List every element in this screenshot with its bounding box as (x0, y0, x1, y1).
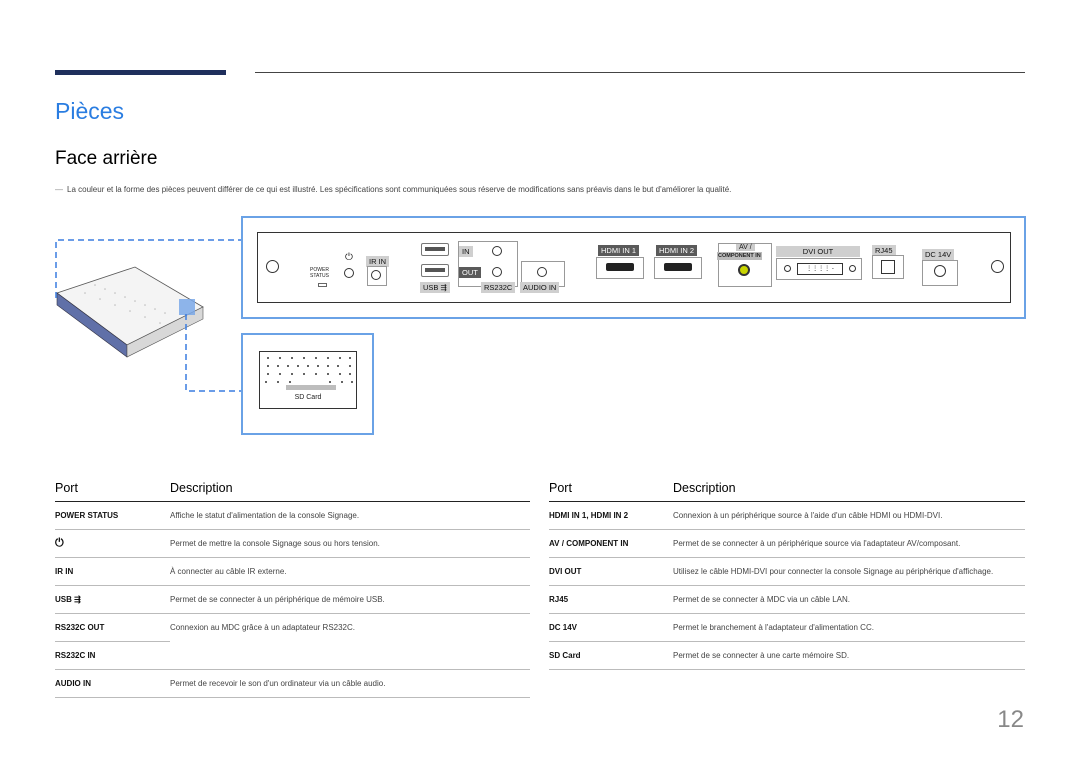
sd-card-panel (259, 351, 357, 409)
table-row (549, 586, 1025, 614)
usb-icon: ⇶ (74, 595, 81, 604)
mount-hole-right (991, 260, 1004, 273)
rj45-label: RJ45 (872, 245, 896, 256)
dc-14v-label: DC 14V (922, 249, 954, 260)
hdmi-in-1-port (596, 257, 644, 279)
port-cell: SD Card (549, 642, 673, 670)
audio-in-jack-icon (537, 267, 547, 277)
component-in-label: COMPONENT IN (718, 253, 761, 259)
port-cell: HDMI IN 1, HDMI IN 2 (549, 502, 673, 530)
table-row (55, 502, 530, 530)
table-row (549, 558, 1025, 586)
table-row (55, 558, 530, 586)
power-symbol-icon: ⏻ (55, 537, 64, 549)
ir-in-jack-icon (371, 270, 381, 280)
rear-panel-callout (241, 216, 1026, 319)
column-header-description: Description (673, 481, 1025, 502)
page-title: Pièces (55, 98, 125, 124)
port-cell: RJ45 (549, 586, 673, 614)
table-row (549, 502, 1025, 530)
usb-port-2 (421, 264, 449, 277)
description-cell: Affiche le statut d'alimentation de la console Signage. (170, 502, 530, 530)
table-row (55, 586, 530, 614)
table-header-row (55, 481, 530, 502)
dc-14v-jack-icon (934, 265, 946, 277)
description-cell: Permet de se connecter à un périphérique source via l'adaptateur AV/composant. (673, 530, 1025, 558)
table-row (549, 530, 1025, 558)
sd-card-label: SD Card (294, 394, 322, 401)
sd-card-callout (241, 333, 374, 435)
callout-connectors (0, 0, 260, 400)
port-cell: IR IN (55, 558, 170, 586)
power-symbol-icon: ⏻ (345, 252, 353, 263)
table-row (55, 614, 530, 642)
av-jack-icon (738, 264, 750, 276)
description-cell: Permet de se connecter à MDC via un câble LAN. (673, 586, 1025, 614)
ports-table-right (549, 481, 1025, 670)
mount-hole-left (266, 260, 279, 273)
power-status-label-line1: POWER (310, 267, 329, 273)
header-rule (255, 72, 1025, 73)
description-cell (170, 642, 530, 670)
usb-label-text: USB (423, 283, 439, 292)
port-name: USB (55, 595, 72, 604)
vent-holes-icon (260, 352, 356, 386)
rs232c-out-jack-icon (492, 267, 502, 277)
description-cell: À connecter au câble IR externe. (170, 558, 530, 586)
usb-label (420, 282, 450, 293)
table-row (549, 614, 1025, 642)
ir-in-label: IR IN (366, 256, 389, 267)
sd-card-slot (286, 385, 336, 390)
description-cell: Permet de se connecter à un périphérique de mémoire USB. (170, 586, 530, 614)
table-row (55, 530, 530, 558)
description-cell: Permet de recevoir le son d'un ordinateur via un câble audio. (170, 670, 530, 698)
table-row (55, 670, 530, 698)
ports-table-left (55, 481, 530, 698)
dvi-out-label: DVI OUT (776, 246, 860, 257)
page-number: 12 (997, 706, 1024, 733)
power-status-label-line2: STATUS (310, 273, 329, 279)
rs232c-out-label: OUT (459, 267, 481, 278)
column-header-description: Description (170, 481, 530, 502)
description-cell: Connexion à un périphérique source à l'aide d'un câble HDMI ou HDMI-DVI. (673, 502, 1025, 530)
column-header-port: Port (55, 481, 170, 502)
dvi-out-port: ⋮⋮⋮⋮ - (776, 258, 862, 280)
port-cell (55, 586, 170, 614)
power-status-label (310, 267, 329, 279)
port-cell: RS232C OUT (55, 614, 170, 642)
description-cell: Permet le branchement à l'adaptateur d'alimentation CC. (673, 614, 1025, 642)
section-title: Face arrière (55, 148, 158, 169)
power-led-icon (318, 283, 327, 287)
description-cell: Utilisez le câble HDMI-DVI pour connecter la console Signage au périphérique d'affichage. (673, 558, 1025, 586)
hdmi-in-2-port (654, 257, 702, 279)
column-header-port: Port (549, 481, 673, 502)
rs232c-in-jack-icon (492, 246, 502, 256)
av-label: AV / (736, 244, 755, 251)
rs232c-label: RS232C (481, 282, 515, 293)
hdmi-in-2-label: HDMI IN 2 (656, 245, 697, 256)
hdmi-in-1-label: HDMI IN 1 (598, 245, 639, 256)
rs232c-in-label: IN (459, 246, 473, 257)
table-row (55, 642, 530, 670)
description-cell: Connexion au MDC grâce à un adaptateur RS232C. (170, 623, 355, 632)
port-cell: POWER STATUS (55, 502, 170, 530)
port-cell (55, 530, 170, 558)
port-cell: DVI OUT (549, 558, 673, 586)
port-cell: DC 14V (549, 614, 673, 642)
rj45-port (872, 255, 904, 279)
audio-in-label: AUDIO IN (520, 282, 559, 293)
table-header-row (549, 481, 1025, 502)
rear-panel (257, 232, 1011, 303)
usb-icon: ⇶ (440, 283, 447, 292)
power-button[interactable] (344, 268, 354, 278)
note-dash-icon: — (55, 185, 63, 194)
note-text: La couleur et la forme des pièces peuvent différer de ce qui est illustré. Les spécifications sont communiquées sous réserve de modifications sans préavis dans le but d'améliorer la qualité. (67, 185, 732, 194)
port-cell: RS232C IN (55, 642, 170, 670)
port-cell: AUDIO IN (55, 670, 170, 698)
description-cell: Permet de se connecter à une carte mémoire SD. (673, 642, 1025, 670)
description-cell: Permet de mettre la console Signage sous ou hors tension. (170, 530, 530, 558)
table-row (549, 642, 1025, 670)
port-cell: AV / COMPONENT IN (549, 530, 673, 558)
usb-port-1 (421, 243, 449, 256)
